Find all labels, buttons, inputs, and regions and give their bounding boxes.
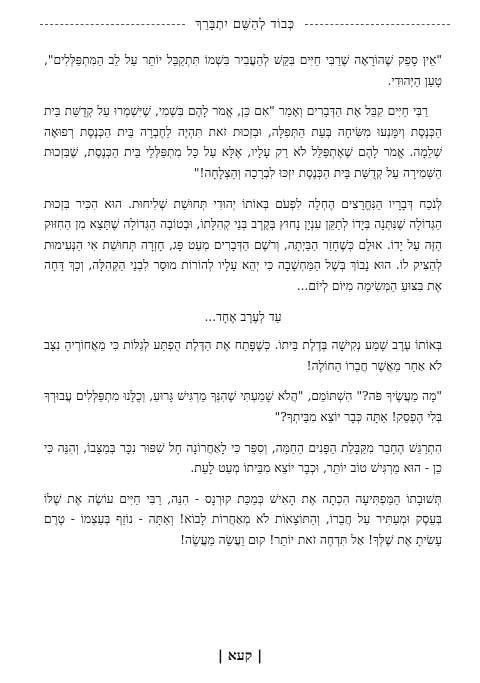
paragraph-1: "אֵין סָפֵק שֶׁהוֹרָאָה שֶׁרַבִּי חַיִּים בִּקֵּשׁ לְהַעֲבִיר בִּשְׁמוֹ תִּתְקַבֵּל יוֹתֵר עַל לֵב הַמִּתְפַּלְּלִים", טָעַן הַיְּהוּדִי. bbox=[44, 53, 442, 88]
header-rule-left bbox=[40, 24, 185, 25]
paragraph-4: עַד לְעֶרֶב אֶחָד... bbox=[204, 309, 282, 324]
paragraph-5: בְּאוֹתוֹ עֶרֶב שָׁמַע נְקִישָׁה בְּדֶלֶת בֵּיתוֹ. כְּשֶׁפָּתַח אֶת הַדֶּלֶת הֻפְתַּע לְגַלּוֹת כִּי מֵאֲחוֹרֶיהָ נִצָּב לֹא אַחֵר מֵאֲשֶׁר חֲבֵרוֹ הַחוֹלֶה! bbox=[44, 338, 442, 373]
page-number: | קעא | bbox=[217, 648, 263, 664]
paragraph-2: רַבִּי חַיִּים קִבֵּל אֶת הַדְּבָרִים וְאָמַר "אִם כֵּן, אֱמֹר לָהֶם בִּשְׁמִי, שֶׁיִּשְׁמְרוּ עַל קְדֻשַּׁת בֵּית הַכְּנֶסֶת וְיִמָּנְעוּ מִשִּׂיחָה בְּעֵת הַתְּפִלָּה, וּבִזְכוּת זֹאת תִּהְיֶה לַחֶבְרָה בֵּית הַכְּנֶסֶת רְפוּאָה שְׁלֵמָה. אֱמֹר לָהֶם שֶׁאֶתְפַּלֵּל לֹא רַק עָלָיו, אֶלָּא עַל כָּל מִתְפַּלְּלֵי בֵּית הַכְּנֶסֶת, שֶׁבִּזְכוּת הַשְּׁמִירָה עַל קְדֻשַּׁת בֵּית הַכְּנֶסֶת יִזְכּוּ לִבְרָכָה וְהַצְלָחָה!" bbox=[44, 104, 442, 180]
body-text bbox=[44, 50, 442, 560]
paragraph-3: לְנֹכַח דְּבָרָיו הַנִּחֱרָצִים הֶחְלָה לִפְעֹם בְּאוֹתוֹ יְהוּדִי תְּחוּשַׁת שְׁלִיחוּת. הוּא הִכִּיר בִּזְכוּת הַגְּדוֹלָה שֶׁנִּתְּנָה בְּיָדוֹ לְתַקֵּן עִנְיָן נָחוּץ בְּקֶרֶב בְּנֵי קְהִלָּתוֹ, וּבְטוֹבָה הַגְּדוֹלָה שֶׁתֵּצֵא מִן הַחִזּוּק הַזֶּה עַל יָדוֹ. אוּלָם כְּשֶׁחָזַר הַבַּיְתָה, וְרֹשֶׁם הַדְּבָרִים מְעַט פָּג, חָזְרָה תְּחוּשַׁת אִי הַנְּעִימוּת לְהַצִּיק לוֹ. הוּא נָבוֹךְ בְּשֶׁל הַמַּחְשָׁבָה כִּי יְהֵא עָלָיו לְהוֹרוֹת מוּסָר לִבְנֵי הַקְּהִלָּה, וְכָךְ דָּחָה אֶת בִּצּוּעַ הַמְּשִׂימָה מִיּוֹם לְיוֹם... bbox=[44, 196, 442, 293]
paragraph-7: הִתְרַגֵּשׁ הֶחָבֵר מִקַּבָּלַת הַפָּנִים הַחַמָּה, וְסִפֵּר כִּי לָאַחֲרוֹנָה חָל שִׁפּוּר נִכָּר בְּמַצָּבוֹ, וְהִנֵּה כִּי כֵן - הוּא מַרְגִּישׁ טוֹב יוֹתֵר, וּכְבָר יוֹצֵא מִבֵּיתוֹ מְעַט לָעֵת. bbox=[44, 440, 442, 476]
running-header-title: כְּבוֹד לְהַשֵּׁם יִתְבָּרַךְ bbox=[195, 17, 295, 32]
paragraph-8: תְּשׁוּבָתוֹ הַמַּפְתִּיעָה הִכְתָה אֶת הָאִישׁ כְּמַכַּת קוּרְנָס - הִנֵּה, רַבִּי חַיִּים עוֹשֶׂה אֶת שֶׁלּוֹ בְּעֵסֶק וּמְעַתִּיר עַל חֲבֵרוֹ, וְהַתּוֹצָאוֹת לֹא מְאַחֲרוֹת לָבוֹא! וְאַתָּה - נוֹזֵף בְּעַצְמוֹ - טֶרֶם עָשִׂיתָ אֶת שֶׁלְּךָ! אַל תִּדְחֶה זֹאת יוֹתֵר! קוּם וַעֲשֵׂה מַעֲשֶׂה! bbox=[44, 491, 442, 547]
header-rule-right bbox=[305, 24, 450, 25]
paragraph-6: "מָה מַעֲשֶׂיךָ פֹּה?" הִשְׁתּוֹמֵם, "הֲלֹא שָׁמַעְתִּי שֶׁהִנְּךָ מַרְגִּישׁ גָּרוּעַ, וְכֻלָּנוּ מִתְפַּלְּלִים עֲבוּרְךָ בְּלִי הֶפְסֵק! אַתָּה כְּבָר יוֹצֵא מִבֵּיתְךָ?" bbox=[44, 389, 442, 424]
running-header bbox=[40, 14, 450, 34]
